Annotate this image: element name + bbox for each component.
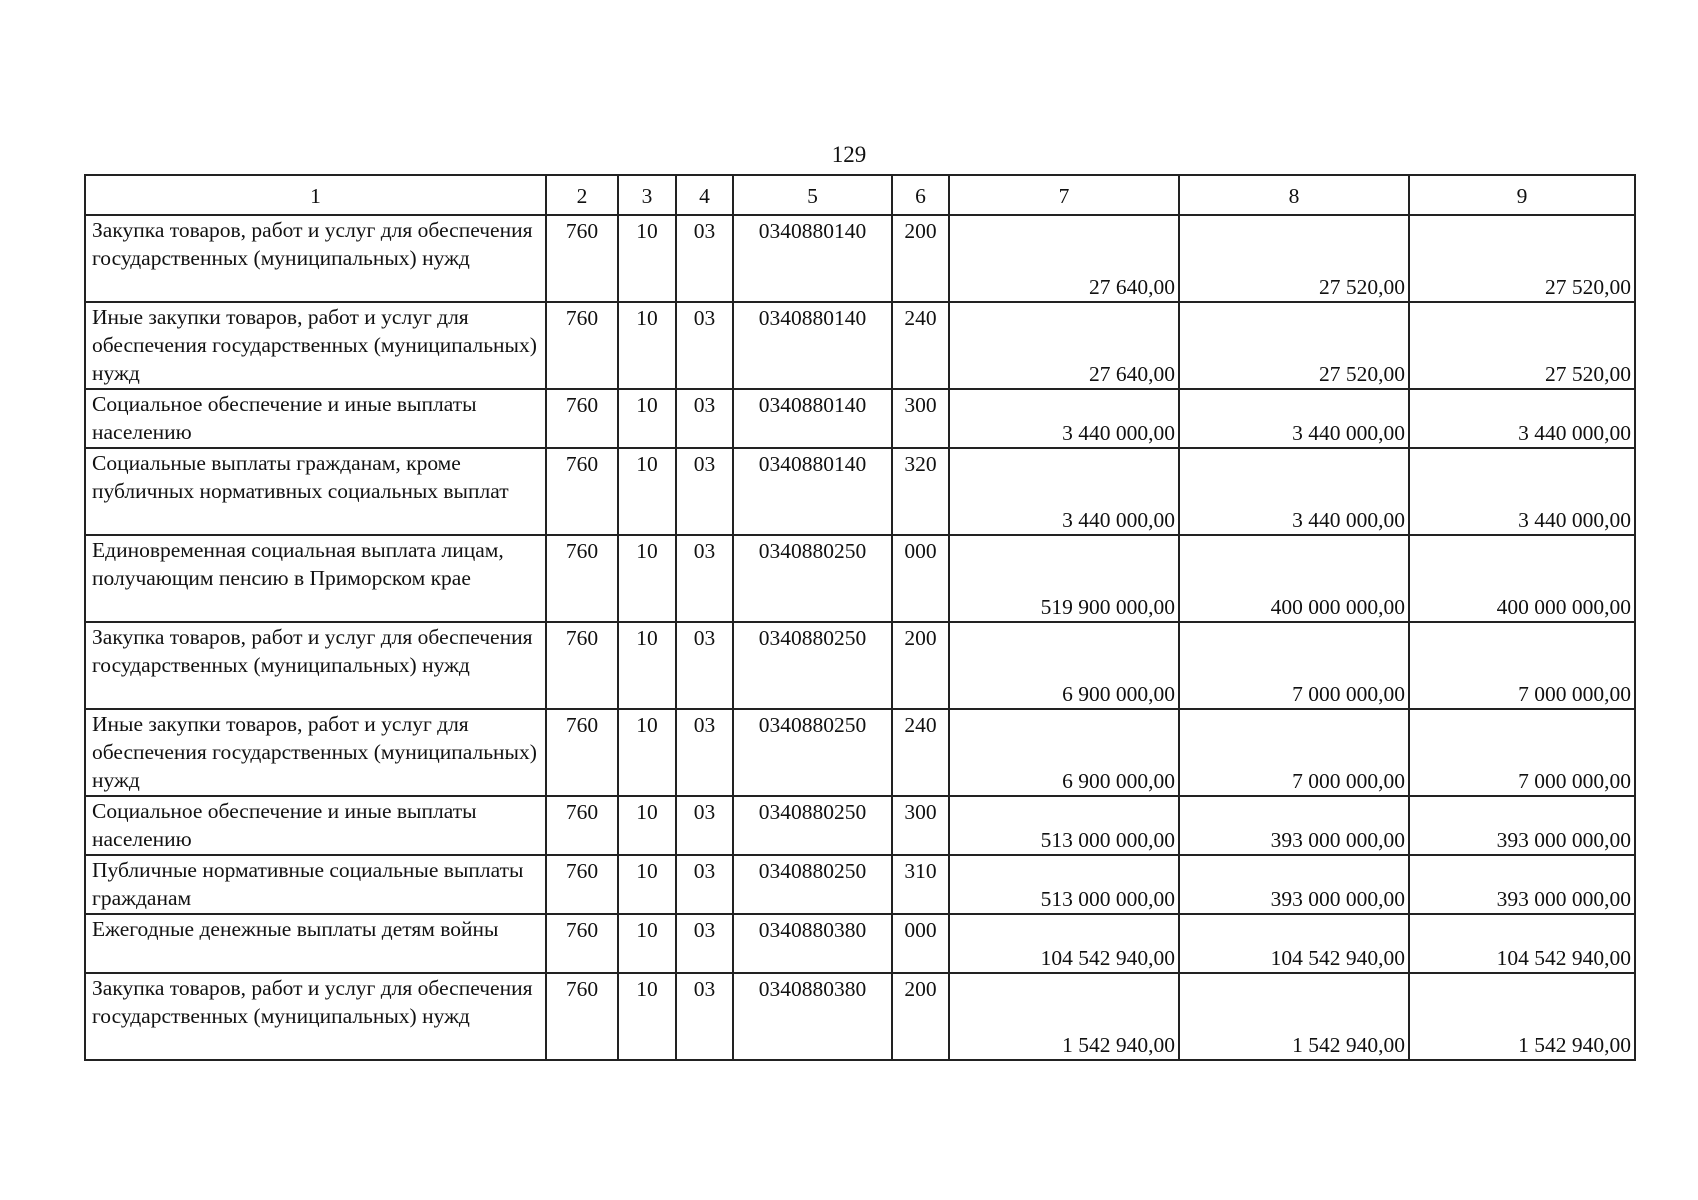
row-amount-8: 1 542 940,00 [1179,973,1409,1060]
row-amount-7: 27 640,00 [949,215,1179,302]
row-code-4: 03 [676,855,733,914]
table-row [85,796,1635,855]
table-row [85,535,1635,622]
row-name: Закупка товаров, работ и услуг для обеспечения государственных (муниципальных) нужд [85,973,546,1060]
row-amount-7: 6 900 000,00 [949,709,1179,796]
column-header-6: 6 [892,175,949,215]
row-code-3: 10 [618,709,676,796]
row-code-6: 300 [892,796,949,855]
row-code-2: 760 [546,448,618,535]
row-code-4: 03 [676,973,733,1060]
table-row [85,709,1635,796]
page-number: 129 [831,142,867,167]
row-code-4: 03 [676,535,733,622]
column-header-8: 8 [1179,175,1409,215]
row-code-2: 760 [546,973,618,1060]
column-header-3: 3 [618,175,676,215]
row-code-6: 000 [892,535,949,622]
row-amount-9: 27 520,00 [1409,302,1635,389]
row-amount-8: 7 000 000,00 [1179,622,1409,709]
row-amount-8: 393 000 000,00 [1179,855,1409,914]
table-row [85,302,1635,389]
table-row [85,973,1635,1060]
row-code-2: 760 [546,914,618,973]
row-name: Иные закупки товаров, работ и услуг для обеспечения государственных (муниципальных) нужд [85,302,546,389]
row-amount-8: 393 000 000,00 [1179,796,1409,855]
row-amount-9: 7 000 000,00 [1409,622,1635,709]
row-code-3: 10 [618,448,676,535]
row-amount-7: 513 000 000,00 [949,855,1179,914]
row-name: Единовременная социальная выплата лицам, получающим пенсию в Приморском крае [85,535,546,622]
table-row [85,389,1635,448]
row-code-4: 03 [676,622,733,709]
row-code-6: 200 [892,622,949,709]
row-code-4: 03 [676,215,733,302]
row-code-4: 03 [676,796,733,855]
row-amount-7: 519 900 000,00 [949,535,1179,622]
row-amount-7: 1 542 940,00 [949,973,1179,1060]
row-amount-7: 104 542 940,00 [949,914,1179,973]
column-header-5: 5 [733,175,892,215]
row-amount-9: 3 440 000,00 [1409,389,1635,448]
row-code-2: 760 [546,855,618,914]
row-name: Социальное обеспечение и иные выплаты населению [85,796,546,855]
row-amount-7: 27 640,00 [949,302,1179,389]
row-code-2: 760 [546,215,618,302]
row-name: Ежегодные денежные выплаты детям войны [85,914,546,973]
row-code-5: 0340880140 [733,389,892,448]
row-code-2: 760 [546,796,618,855]
row-code-3: 10 [618,389,676,448]
row-code-5: 0340880140 [733,302,892,389]
row-code-2: 760 [546,709,618,796]
row-amount-9: 393 000 000,00 [1409,796,1635,855]
row-amount-8: 3 440 000,00 [1179,389,1409,448]
row-code-4: 03 [676,448,733,535]
row-name: Публичные нормативные социальные выплаты гражданам [85,855,546,914]
row-amount-9: 393 000 000,00 [1409,855,1635,914]
column-header-1: 1 [85,175,546,215]
row-code-3: 10 [618,622,676,709]
row-code-4: 03 [676,302,733,389]
row-code-6: 240 [892,302,949,389]
row-amount-9: 104 542 940,00 [1409,914,1635,973]
row-code-4: 03 [676,914,733,973]
column-header-9: 9 [1409,175,1635,215]
row-code-6: 240 [892,709,949,796]
row-code-6: 320 [892,448,949,535]
row-amount-9: 1 542 940,00 [1409,973,1635,1060]
row-code-5: 0340880250 [733,796,892,855]
row-amount-8: 3 440 000,00 [1179,448,1409,535]
row-amount-8: 104 542 940,00 [1179,914,1409,973]
row-code-5: 0340880250 [733,709,892,796]
row-code-3: 10 [618,302,676,389]
row-amount-9: 400 000 000,00 [1409,535,1635,622]
row-name: Иные закупки товаров, работ и услуг для обеспечения государственных (муниципальных) нужд [85,709,546,796]
table-row [85,622,1635,709]
row-amount-8: 400 000 000,00 [1179,535,1409,622]
table-row [85,914,1635,973]
row-code-5: 0340880140 [733,448,892,535]
row-code-3: 10 [618,914,676,973]
row-amount-7: 3 440 000,00 [949,448,1179,535]
row-code-5: 0340880140 [733,215,892,302]
row-code-5: 0340880250 [733,622,892,709]
row-amount-7: 6 900 000,00 [949,622,1179,709]
row-code-3: 10 [618,215,676,302]
row-amount-8: 7 000 000,00 [1179,709,1409,796]
row-code-6: 300 [892,389,949,448]
column-header-7: 7 [949,175,1179,215]
table-row [85,855,1635,914]
row-code-5: 0340880380 [733,973,892,1060]
row-code-6: 310 [892,855,949,914]
row-code-3: 10 [618,973,676,1060]
row-name: Закупка товаров, работ и услуг для обеспечения государственных (муниципальных) нужд [85,622,546,709]
row-code-2: 760 [546,622,618,709]
row-code-3: 10 [618,855,676,914]
table-row [85,448,1635,535]
row-amount-9: 27 520,00 [1409,215,1635,302]
row-code-6: 000 [892,914,949,973]
row-code-2: 760 [546,302,618,389]
row-amount-8: 27 520,00 [1179,302,1409,389]
row-code-2: 760 [546,389,618,448]
header-row [85,175,1635,215]
row-code-6: 200 [892,215,949,302]
table-row [85,215,1635,302]
row-name: Закупка товаров, работ и услуг для обеспечения государственных (муниципальных) нужд [85,215,546,302]
column-header-2: 2 [546,175,618,215]
row-amount-9: 3 440 000,00 [1409,448,1635,535]
row-code-5: 0340880380 [733,914,892,973]
row-code-3: 10 [618,796,676,855]
row-name: Социальное обеспечение и иные выплаты населению [85,389,546,448]
row-amount-9: 7 000 000,00 [1409,709,1635,796]
row-code-4: 03 [676,389,733,448]
row-code-5: 0340880250 [733,855,892,914]
row-code-2: 760 [546,535,618,622]
row-code-6: 200 [892,973,949,1060]
budget-table [84,174,1636,1061]
row-amount-7: 3 440 000,00 [949,389,1179,448]
column-header-4: 4 [676,175,733,215]
row-amount-8: 27 520,00 [1179,215,1409,302]
row-name: Социальные выплаты гражданам, кроме публичных нормативных социальных выплат [85,448,546,535]
row-code-5: 0340880250 [733,535,892,622]
row-code-4: 03 [676,709,733,796]
row-code-3: 10 [618,535,676,622]
row-amount-7: 513 000 000,00 [949,796,1179,855]
